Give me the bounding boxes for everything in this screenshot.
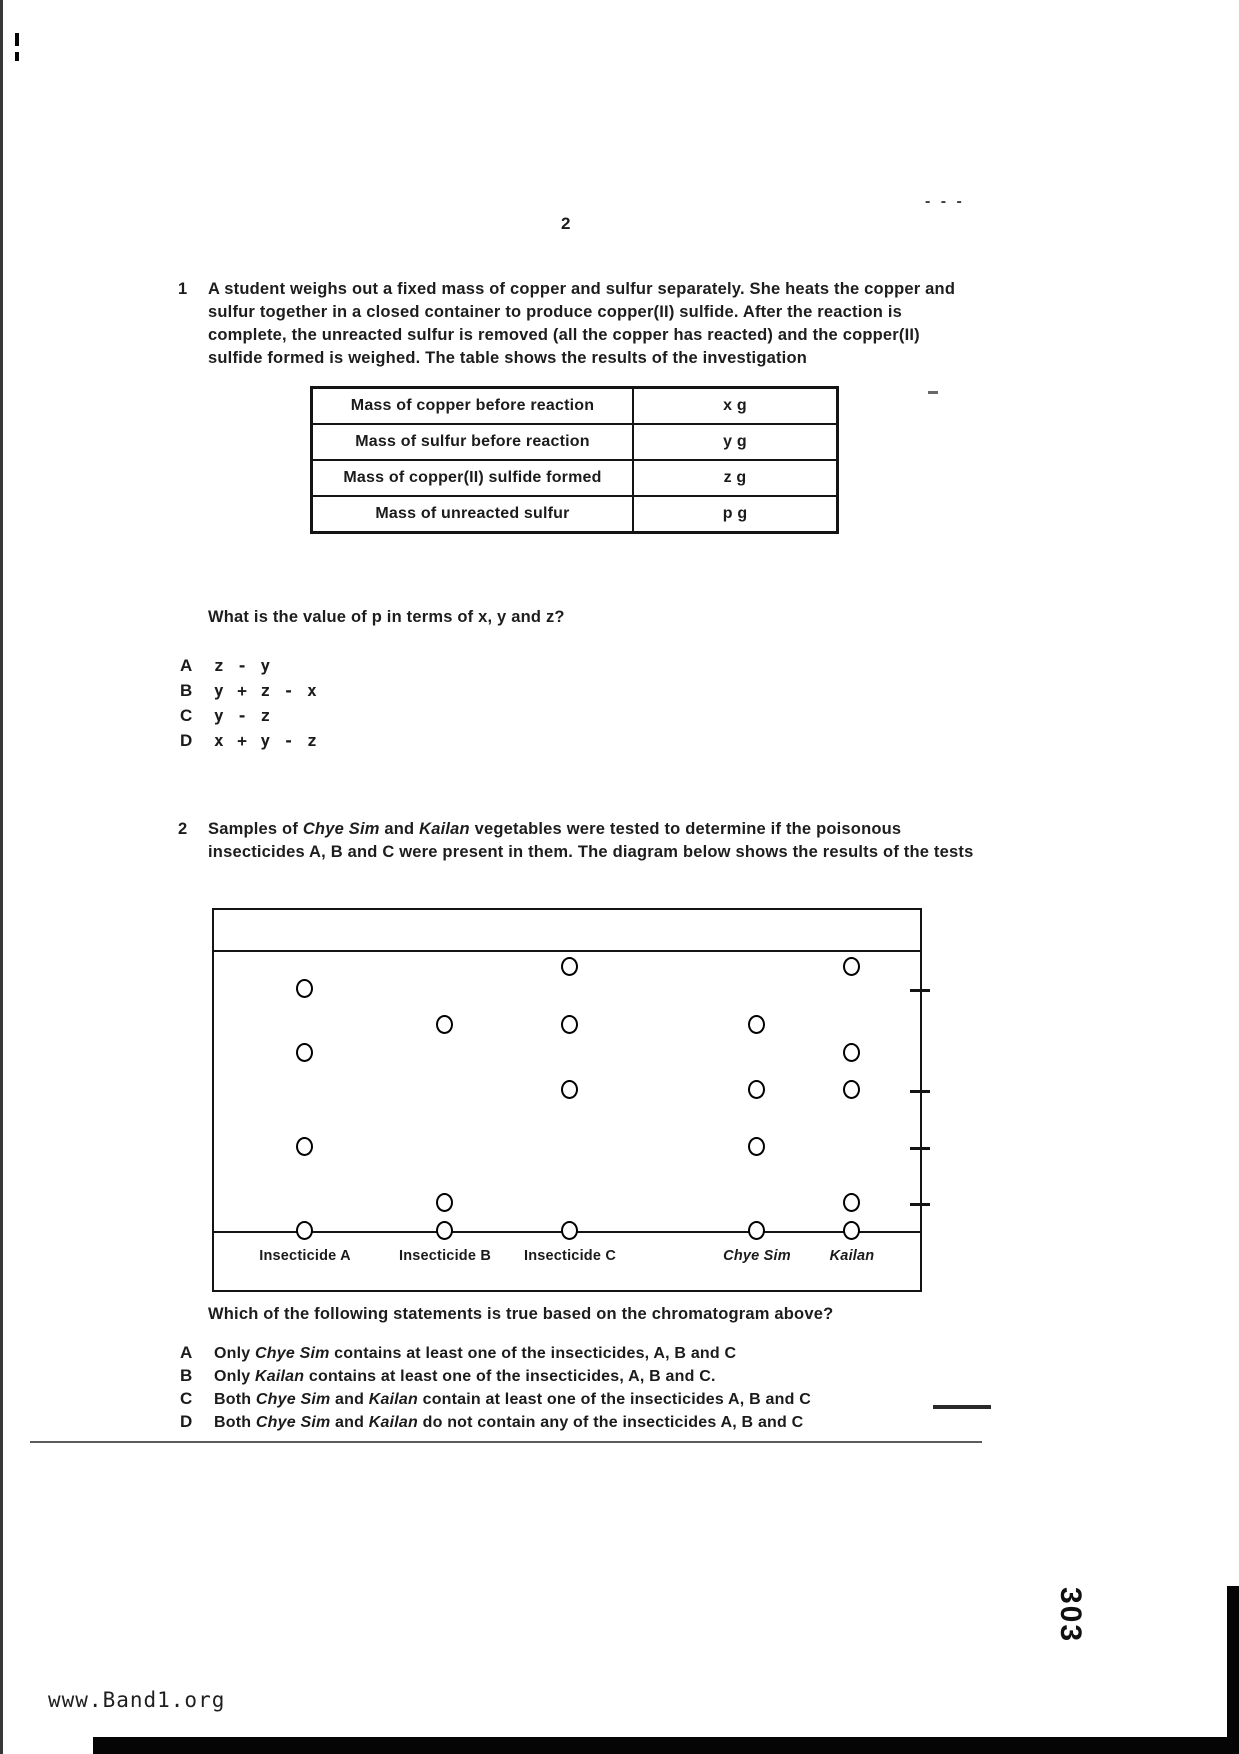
chromatogram-spot xyxy=(561,1015,578,1034)
table-cell-label: Mass of copper before reaction xyxy=(312,388,634,425)
right-edge-tick xyxy=(910,1147,930,1150)
table-row xyxy=(312,496,838,533)
solvent-front-line xyxy=(214,950,920,952)
option-text: Both Chye Sim and Kailan contain at least one of the insecticides A, B and C xyxy=(214,1391,811,1408)
chromatogram-spot xyxy=(748,1221,765,1240)
table-cell-label: Mass of unreacted sulfur xyxy=(312,496,634,533)
right-edge-tick xyxy=(910,1090,930,1093)
table-cell-label: Mass of copper(II) sulfide formed xyxy=(312,460,634,496)
chromatogram-spot xyxy=(843,1221,860,1240)
chromatogram-spot xyxy=(748,1080,765,1099)
q2-option-c xyxy=(180,1389,1060,1409)
option-text: Both Chye Sim and Kailan do not contain any of the insecticides A, B and C xyxy=(214,1414,804,1431)
option-letter: C xyxy=(180,1389,193,1408)
q2-option-a xyxy=(180,1343,1060,1363)
table-row xyxy=(312,460,838,496)
q1-option-c xyxy=(180,706,272,726)
chromatogram-spot xyxy=(561,957,578,976)
lane-label: Insecticide A xyxy=(259,1248,351,1264)
option-letter: D xyxy=(180,1412,193,1431)
option-formula: y + z - x xyxy=(214,681,319,700)
chromatogram-spot xyxy=(843,957,860,976)
chromatogram-spot xyxy=(296,1137,313,1156)
chromatogram-spot xyxy=(436,1015,453,1034)
chromatogram-spot xyxy=(748,1137,765,1156)
table-cell-value: z g xyxy=(633,460,838,496)
chromatogram-spot xyxy=(843,1043,860,1062)
scan-marks-top-right: - - - xyxy=(925,193,965,210)
chromatogram-spot xyxy=(296,979,313,998)
table-row xyxy=(312,388,838,425)
question-2-text: Samples of Chye Sim and Kailan vegetables were tested to determine if the poisonous insecticides A, B and C were present in them. The diagram below shows the results of the tests xyxy=(208,820,974,861)
q2-option-d xyxy=(180,1412,1060,1432)
option-letter: A xyxy=(180,1343,193,1362)
option-letter: B xyxy=(180,681,193,700)
right-edge-tick xyxy=(910,1203,930,1206)
scan-right-edge-bar xyxy=(1227,1586,1239,1754)
option-formula: y - z xyxy=(214,706,273,725)
q1-option-a xyxy=(180,656,272,676)
option-letter: D xyxy=(180,731,193,750)
option-formula: z - y xyxy=(214,656,273,675)
table-row xyxy=(312,424,838,460)
lane-label: Chye Sim xyxy=(723,1248,791,1264)
scan-dash-bottom-right xyxy=(933,1405,991,1409)
q2-option-b xyxy=(180,1366,1060,1386)
lane-label: Insecticide B xyxy=(398,1248,492,1264)
lane-label: Kailan xyxy=(829,1248,875,1264)
question-1 xyxy=(178,278,978,370)
scan-mark-top-left-2 xyxy=(15,52,19,61)
q1-option-b xyxy=(180,681,319,701)
question-1-number: 1 xyxy=(178,280,188,298)
table-cell-value: x g xyxy=(633,388,838,425)
question-1-prompt: What is the value of p in terms of x, y and z? xyxy=(208,608,565,626)
chromatogram-spot xyxy=(561,1080,578,1099)
option-formula: x + y - z xyxy=(214,731,319,750)
chromatogram-spot xyxy=(843,1080,860,1099)
results-table xyxy=(310,386,839,534)
option-letter: B xyxy=(180,1366,193,1385)
table-cell-label: Mass of sulfur before reaction xyxy=(312,424,634,460)
table-cell-value: y g xyxy=(633,424,838,460)
chromatogram-spot xyxy=(843,1193,860,1212)
chromatogram-spot xyxy=(561,1221,578,1240)
option-letter: A xyxy=(180,656,193,675)
option-letter: C xyxy=(180,706,193,725)
scan-dash-right-of-table xyxy=(928,391,938,394)
scan-bottom-bar xyxy=(93,1737,1239,1754)
side-page-number: 303 xyxy=(1054,1586,1087,1644)
lane-label: Insecticide C xyxy=(523,1248,617,1264)
table-cell-value: p g xyxy=(633,496,838,533)
chromatogram-diagram xyxy=(212,908,922,1292)
scan-left-edge xyxy=(0,0,3,1754)
option-text: Only Chye Sim contains at least one of the insecticides, A, B and C xyxy=(214,1345,737,1362)
chromatogram-spot xyxy=(436,1221,453,1240)
option-text: Only Kailan contains at least one of the insecticides, A, B and C. xyxy=(214,1368,716,1385)
page-number: 2 xyxy=(561,214,571,233)
question-2-number: 2 xyxy=(178,820,188,838)
question-2-prompt: Which of the following statements is true based on the chromatogram above? xyxy=(208,1305,834,1323)
chromatogram-spot xyxy=(436,1193,453,1212)
question-1-text: A student weighs out a fixed mass of copper and sulfur separately. She heats the copper and sulfur together in a closed container to produce copper(II) sulfide. After the reaction is complete, the unreacted sulfur is removed (all the copper has reacted) and the copper(II) sulfide formed is weighed. The table shows the results of the investigation xyxy=(208,280,956,367)
q1-option-d xyxy=(180,731,319,751)
chromatogram-spot xyxy=(748,1015,765,1034)
chromatogram-spot xyxy=(296,1043,313,1062)
right-edge-tick xyxy=(910,989,930,992)
scan-horizontal-rule xyxy=(30,1441,982,1443)
scan-mark-top-left xyxy=(15,33,19,46)
footer-url: www.Band1.org xyxy=(48,1688,226,1712)
question-2 xyxy=(178,818,978,864)
chromatogram-spot xyxy=(296,1221,313,1240)
